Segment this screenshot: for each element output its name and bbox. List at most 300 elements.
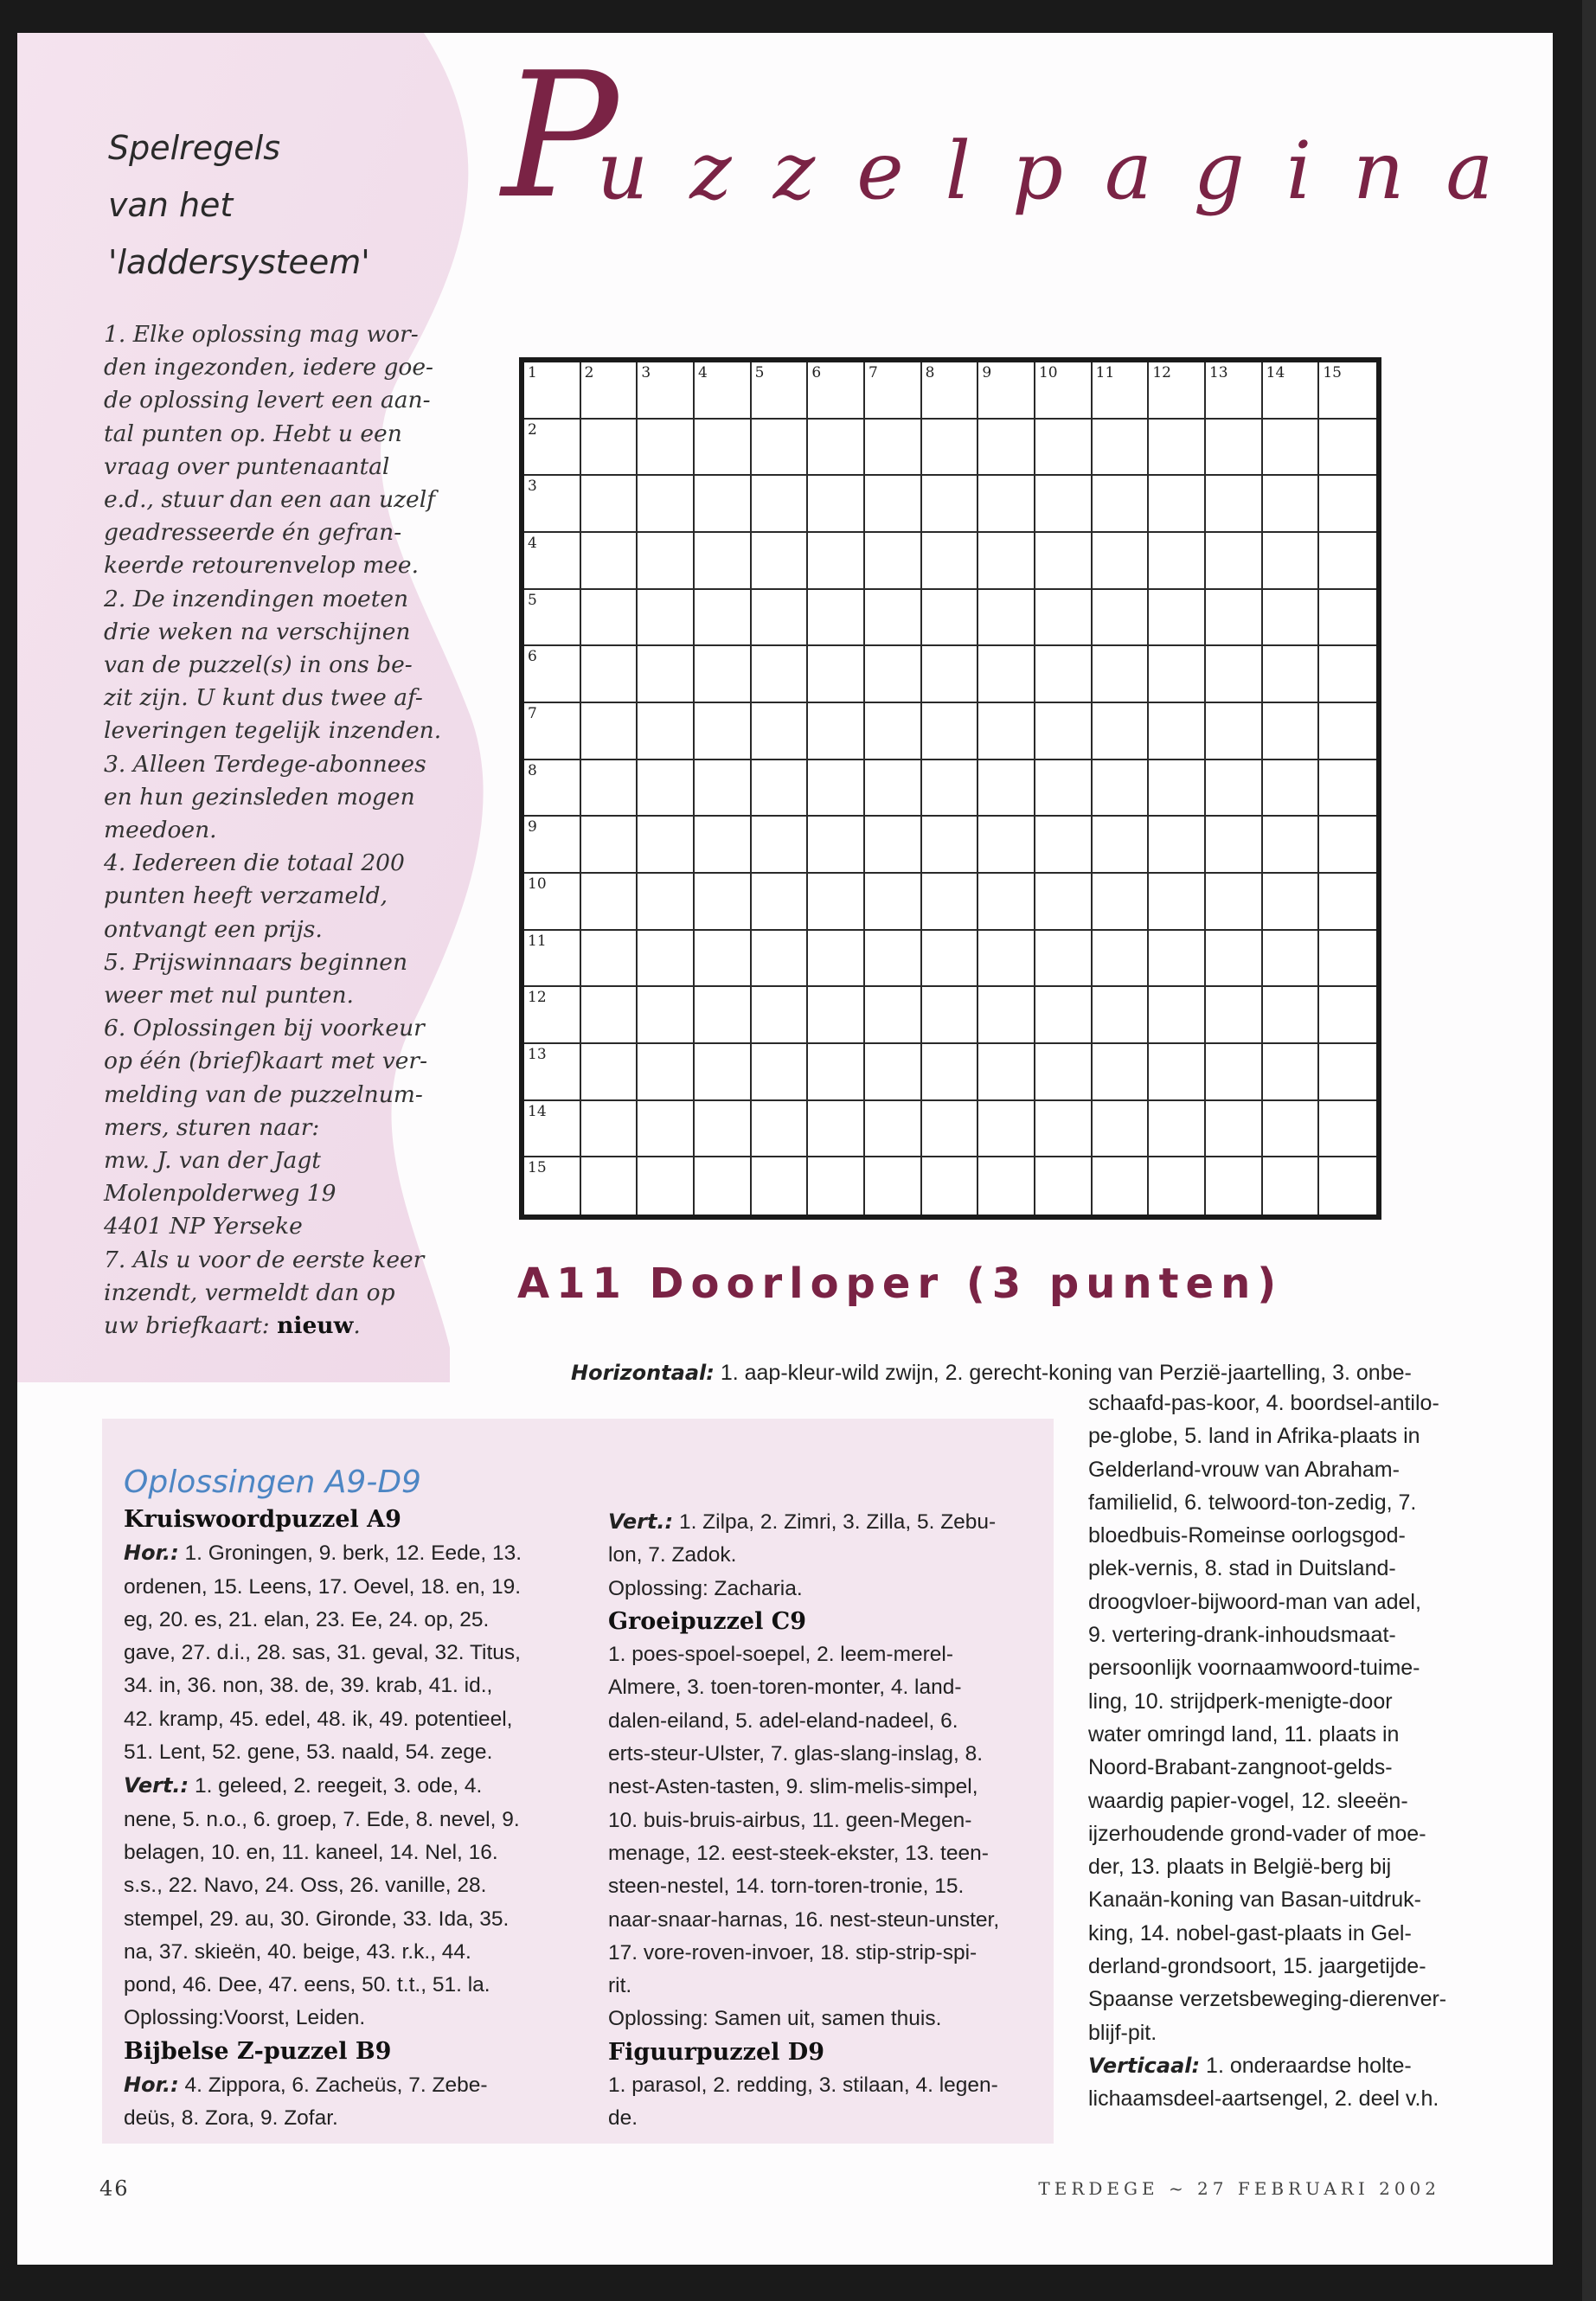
grid-cell[interactable] xyxy=(1319,646,1376,703)
vert-label: Vert.: xyxy=(608,1509,674,1534)
grid-cell[interactable] xyxy=(978,420,1035,477)
rules-line: mw. J. van der Jagt xyxy=(104,1147,321,1175)
grid-cell[interactable] xyxy=(922,533,979,590)
grid-cell[interactable] xyxy=(978,817,1035,874)
clue-line: Gelderland-vrouw van Abraham- xyxy=(1088,1457,1400,1482)
grid-cell[interactable] xyxy=(922,760,979,817)
grid-cell[interactable] xyxy=(922,931,979,988)
grid-number: 3 xyxy=(641,364,651,381)
grid-cell[interactable] xyxy=(1206,703,1263,760)
rules-line: 3. Alleen Terdege-abonnees xyxy=(104,750,426,778)
clue-line: ling, 10. strijdperk-menigte-door xyxy=(1088,1689,1393,1714)
grid-cell[interactable] xyxy=(1093,817,1150,874)
grid-cell[interactable] xyxy=(922,874,979,931)
grid-cell[interactable] xyxy=(1263,1157,1320,1215)
grid-cell[interactable] xyxy=(1149,931,1206,988)
grid-cell[interactable] xyxy=(1035,817,1093,874)
grid-cell[interactable] xyxy=(638,1157,695,1215)
solution-text: 1. geleed, 2. reegeit, 3. ode, 4. xyxy=(189,1774,483,1798)
grid-cell[interactable] xyxy=(695,1101,752,1158)
grid-cell[interactable] xyxy=(581,533,638,590)
grid-cell[interactable] xyxy=(1035,476,1093,533)
grid-cell[interactable] xyxy=(1206,420,1263,477)
grid-cell[interactable] xyxy=(922,703,979,760)
clue-line: pe-globe, 5. land in Afrika-plaats in xyxy=(1088,1424,1420,1449)
rules-line: 7. Als u voor de eerste keer xyxy=(104,1246,425,1273)
grid-number: 8 xyxy=(925,364,935,381)
grid-cell[interactable] xyxy=(752,987,809,1044)
grid-cell[interactable] xyxy=(524,760,581,817)
grid-cell[interactable] xyxy=(1093,362,1150,420)
grid-cell[interactable] xyxy=(865,1157,922,1215)
grid-cell[interactable] xyxy=(978,1157,1035,1215)
grid-number: 2 xyxy=(584,364,594,381)
grid-cell[interactable] xyxy=(581,420,638,477)
grid-cell[interactable] xyxy=(922,987,979,1044)
grid-cell[interactable] xyxy=(865,476,922,533)
grid-cell[interactable] xyxy=(978,533,1035,590)
grid-cell[interactable] xyxy=(524,874,581,931)
grid-cell[interactable] xyxy=(865,420,922,477)
grid-cell[interactable] xyxy=(581,476,638,533)
grid-number: 4 xyxy=(697,364,708,381)
figuur-title: Figuurpuzzel D9 xyxy=(608,2038,825,2066)
grid-number: 12 xyxy=(1152,364,1171,381)
grid-number: 11 xyxy=(1095,364,1115,381)
grid-cell[interactable] xyxy=(1093,1157,1150,1215)
page-edge xyxy=(1582,0,1596,2301)
grid-cell[interactable] xyxy=(922,590,979,647)
solution-line: nene, 5. n.o., 6. groep, 7. Ede, 8. nevel, 9. xyxy=(124,1807,520,1831)
grid-cell[interactable] xyxy=(1206,590,1263,647)
grid-cell[interactable] xyxy=(1093,476,1150,533)
grid-cell[interactable] xyxy=(1263,931,1320,988)
grid-cell[interactable] xyxy=(581,931,638,988)
grid-cell[interactable] xyxy=(978,1101,1035,1158)
grid-cell[interactable] xyxy=(695,476,752,533)
grid-cell[interactable] xyxy=(978,874,1035,931)
grid-cell[interactable] xyxy=(638,476,695,533)
grid-number: 9 xyxy=(982,364,992,381)
grid-cell[interactable] xyxy=(865,703,922,760)
grid-cell[interactable] xyxy=(695,1157,752,1215)
grid-cell[interactable] xyxy=(524,1101,581,1158)
grid-cell[interactable] xyxy=(524,703,581,760)
grid-cell[interactable] xyxy=(1263,1101,1320,1158)
hor-label: Hor.: xyxy=(124,1541,179,1566)
grid-cell[interactable] xyxy=(1263,703,1320,760)
grid-cell[interactable] xyxy=(1093,646,1150,703)
rules-line: meedoen. xyxy=(104,817,217,844)
clue-line: 9. vertering-drank-inhoudsmaat- xyxy=(1088,1623,1396,1648)
grid-cell[interactable] xyxy=(922,362,979,420)
grid-cell[interactable] xyxy=(1093,420,1150,477)
grid-cell[interactable] xyxy=(1206,476,1263,533)
grid-cell[interactable] xyxy=(808,1157,865,1215)
solution-line: na, 37. skieën, 40. beige, 43. r.k., 44. xyxy=(124,1939,471,1964)
grid-cell[interactable] xyxy=(524,817,581,874)
grid-cell[interactable] xyxy=(1149,646,1206,703)
grid-cell[interactable] xyxy=(865,760,922,817)
rules-line: 1. Elke oplossing mag wor- xyxy=(104,321,419,348)
grid-cell[interactable] xyxy=(1035,1157,1093,1215)
clue-text: 1. aap-kleur-wild zwijn, 2. gerecht-koning van Perzië-jaartelling, 3. onbe- xyxy=(714,1361,1412,1385)
grid-cell[interactable] xyxy=(1035,760,1093,817)
grid-number: 1 xyxy=(528,364,537,381)
grid-cell[interactable] xyxy=(1093,931,1150,988)
grid-cell[interactable] xyxy=(1093,703,1150,760)
grid-cell[interactable] xyxy=(1149,1044,1206,1101)
grid-cell[interactable] xyxy=(638,703,695,760)
grid-cell[interactable] xyxy=(1206,817,1263,874)
grid-cell[interactable] xyxy=(524,476,581,533)
solution-line: erts-steur-Ulster, 7. glas-slang-inslag, 8. xyxy=(608,1742,983,1766)
grid-cell[interactable] xyxy=(1035,1044,1093,1101)
grid-cell[interactable] xyxy=(978,703,1035,760)
grid-cell[interactable] xyxy=(524,1157,581,1215)
grid-cell[interactable] xyxy=(524,1044,581,1101)
grid-cell[interactable] xyxy=(752,476,809,533)
grid-cell[interactable] xyxy=(1263,476,1320,533)
grid-cell[interactable] xyxy=(808,533,865,590)
grid-cell[interactable] xyxy=(1319,760,1376,817)
grid-cell[interactable] xyxy=(638,590,695,647)
grid-cell[interactable] xyxy=(1149,987,1206,1044)
solution-line: 10. buis-bruis-airbus, 11. geen-Megen- xyxy=(608,1808,972,1832)
grid-cell[interactable] xyxy=(581,1157,638,1215)
solution-line: naar-snaar-harnas, 16. nest-steun-unster, xyxy=(608,1907,1000,1932)
horizontal-clues-first-line xyxy=(571,1356,1505,1389)
grid-cell[interactable] xyxy=(1263,590,1320,647)
rules-text xyxy=(104,318,450,1343)
rules-title-line: Spelregels xyxy=(108,129,281,167)
grid-cell[interactable] xyxy=(808,1044,865,1101)
rules-line: en hun gezinsleden mogen xyxy=(104,783,415,811)
grid-cell[interactable] xyxy=(922,817,979,874)
grid-cell[interactable] xyxy=(524,590,581,647)
grid-cell[interactable] xyxy=(865,533,922,590)
grid-cell[interactable] xyxy=(638,817,695,874)
grid-cell[interactable] xyxy=(978,646,1035,703)
grid-cell[interactable] xyxy=(695,1044,752,1101)
grid-cell[interactable] xyxy=(1093,874,1150,931)
grid-cell[interactable] xyxy=(581,1044,638,1101)
grid-cell[interactable] xyxy=(1263,874,1320,931)
grid-cell[interactable] xyxy=(581,760,638,817)
rules-last-prefix: uw briefkaart: xyxy=(104,1312,278,1340)
grid-cell[interactable] xyxy=(581,646,638,703)
grid-cell[interactable] xyxy=(1206,760,1263,817)
grid-cell[interactable] xyxy=(1093,533,1150,590)
grid-cell[interactable] xyxy=(1263,760,1320,817)
grid-cell[interactable] xyxy=(978,1044,1035,1101)
solution-line: pond, 46. Dee, 47. eens, 50. t.t., 51. la. xyxy=(124,1973,490,1997)
clue-line: ijzerhoudende grond-vader of moe- xyxy=(1088,1821,1426,1846)
grid-cell[interactable] xyxy=(695,817,752,874)
grid-cell[interactable] xyxy=(808,646,865,703)
grid-cell[interactable] xyxy=(638,874,695,931)
grid-cell[interactable] xyxy=(638,1101,695,1158)
grid-cell[interactable] xyxy=(1319,590,1376,647)
grid-cell[interactable] xyxy=(752,1101,809,1158)
clue-line: plek-vernis, 8. stad in Duitsland- xyxy=(1088,1556,1396,1581)
grid-cell[interactable] xyxy=(638,760,695,817)
grid-number: 15 xyxy=(528,1159,547,1177)
solutions-column-2 xyxy=(608,1505,1041,2136)
grid-cell[interactable] xyxy=(581,590,638,647)
grid-cell[interactable] xyxy=(752,1044,809,1101)
rules-new-keyword: nieuw xyxy=(277,1312,354,1340)
grid-cell[interactable] xyxy=(808,420,865,477)
grid-cell[interactable] xyxy=(865,817,922,874)
grid-cell[interactable] xyxy=(695,420,752,477)
grid-cell[interactable] xyxy=(922,1101,979,1158)
grid-cell[interactable] xyxy=(1035,931,1093,988)
grid-cell[interactable] xyxy=(1149,817,1206,874)
grid-cell[interactable] xyxy=(1035,987,1093,1044)
grid-cell[interactable] xyxy=(1319,476,1376,533)
rules-line: 6. Oplossingen bij voorkeur xyxy=(104,1015,425,1042)
grid-cell[interactable] xyxy=(1206,1157,1263,1215)
grid-cell[interactable] xyxy=(1035,646,1093,703)
grid-cell[interactable] xyxy=(1149,590,1206,647)
grid-cell[interactable] xyxy=(1206,931,1263,988)
grid-cell[interactable] xyxy=(1206,362,1263,420)
grid-cell[interactable] xyxy=(524,987,581,1044)
grid-cell[interactable] xyxy=(978,760,1035,817)
grid-cell[interactable] xyxy=(1206,874,1263,931)
grid-cell[interactable] xyxy=(1149,420,1206,477)
grid-cell[interactable] xyxy=(1263,817,1320,874)
grid-cell[interactable] xyxy=(1319,817,1376,874)
grid-cell[interactable] xyxy=(922,646,979,703)
grid-cell[interactable] xyxy=(1035,533,1093,590)
rules-line: 4. Iedereen die totaal 200 xyxy=(104,849,405,877)
grid-cell[interactable] xyxy=(922,420,979,477)
grid-cell[interactable] xyxy=(695,362,752,420)
grid-cell[interactable] xyxy=(808,590,865,647)
grid-cell[interactable] xyxy=(1319,533,1376,590)
grid-cell[interactable] xyxy=(1206,987,1263,1044)
grid-cell[interactable] xyxy=(695,987,752,1044)
grid-cell[interactable] xyxy=(1263,646,1320,703)
solution-line: 51. Lent, 52. gene, 53. naald, 54. zege. xyxy=(124,1740,493,1765)
grid-cell[interactable] xyxy=(1319,987,1376,1044)
grid-cell[interactable] xyxy=(581,874,638,931)
grid-cell[interactable] xyxy=(1149,533,1206,590)
grid-cell[interactable] xyxy=(1206,533,1263,590)
grid-cell[interactable] xyxy=(752,760,809,817)
grid-cell[interactable] xyxy=(1319,1101,1376,1158)
clue-line: derland-grondsoort, 15. jaargetijde- xyxy=(1088,1954,1426,1979)
grid-cell[interactable] xyxy=(695,703,752,760)
grid-cell[interactable] xyxy=(1149,874,1206,931)
grid-cell[interactable] xyxy=(978,590,1035,647)
grid-cell[interactable] xyxy=(1319,362,1376,420)
grid-cell[interactable] xyxy=(695,874,752,931)
grid-cell[interactable] xyxy=(752,590,809,647)
grid-cell[interactable] xyxy=(1206,646,1263,703)
grid-cell[interactable] xyxy=(1149,760,1206,817)
grid-cell[interactable] xyxy=(865,362,922,420)
grid-cell[interactable] xyxy=(1035,590,1093,647)
grid-cell[interactable] xyxy=(978,987,1035,1044)
grid-cell[interactable] xyxy=(581,703,638,760)
grid-cell[interactable] xyxy=(1319,1044,1376,1101)
grid-cell[interactable] xyxy=(524,646,581,703)
solutions-box xyxy=(102,1419,1054,2144)
grid-cell[interactable] xyxy=(865,590,922,647)
grid-cell[interactable] xyxy=(808,760,865,817)
horizontaal-label: Horizontaal: xyxy=(571,1361,715,1385)
grid-cell[interactable] xyxy=(752,1157,809,1215)
grid-cell[interactable] xyxy=(865,987,922,1044)
grid-cell[interactable] xyxy=(1263,420,1320,477)
grid-cell[interactable] xyxy=(524,420,581,477)
grid-cell[interactable] xyxy=(808,362,865,420)
grid-cell[interactable] xyxy=(978,931,1035,988)
grid-cell[interactable] xyxy=(1093,590,1150,647)
grid-cell[interactable] xyxy=(752,420,809,477)
grid-cell[interactable] xyxy=(1263,987,1320,1044)
rules-line: zit zijn. U kunt dus twee af- xyxy=(104,684,423,712)
solution-line: nest-Asten-tasten, 9. slim-melis-simpel, xyxy=(608,1775,978,1799)
grid-number: 7 xyxy=(528,704,537,722)
grid-cell[interactable] xyxy=(1149,362,1206,420)
grid-cell[interactable] xyxy=(695,931,752,988)
grid-cell[interactable] xyxy=(638,931,695,988)
grid-cell[interactable] xyxy=(1206,1044,1263,1101)
grid-cell[interactable] xyxy=(808,931,865,988)
solution-line: 42. kramp, 45. edel, 48. ik, 49. potentieel, xyxy=(124,1707,513,1731)
rules-line: 2. De inzendingen moeten xyxy=(104,585,409,612)
rules-line: van de puzzel(s) in ons be- xyxy=(104,651,413,679)
grid-cell[interactable] xyxy=(1093,1044,1150,1101)
grid-cell[interactable] xyxy=(865,1044,922,1101)
rules-line: tal punten op. Hebt u een xyxy=(104,420,402,447)
grid-cell[interactable] xyxy=(808,817,865,874)
grid-cell[interactable] xyxy=(1149,476,1206,533)
grid-cell[interactable] xyxy=(581,817,638,874)
grid-cell[interactable] xyxy=(638,1044,695,1101)
grid-cell[interactable] xyxy=(752,703,809,760)
grid-cell[interactable] xyxy=(752,817,809,874)
rules-line: vraag over puntenaantal xyxy=(104,452,390,480)
rules-last-line xyxy=(104,1310,450,1343)
rules-line: mers, sturen naar: xyxy=(104,1113,320,1141)
grid-cell[interactable] xyxy=(752,874,809,931)
solution-line: Oplossing: Zacharia. xyxy=(608,1576,803,1600)
grid-cell[interactable] xyxy=(1149,703,1206,760)
solution-line: 1. poes-spoel-soepel, 2. leem-merel- xyxy=(608,1643,953,1667)
grid-cell[interactable] xyxy=(1319,1157,1376,1215)
grid-cell[interactable] xyxy=(638,987,695,1044)
grid-cell[interactable] xyxy=(1035,703,1093,760)
grid-cell[interactable] xyxy=(638,533,695,590)
grid-cell[interactable] xyxy=(695,590,752,647)
grid-cell[interactable] xyxy=(1035,1101,1093,1158)
grid-cell[interactable] xyxy=(638,362,695,420)
solution-text: 4. Zippora, 6. Zacheüs, 7. Zebe- xyxy=(178,2073,488,2098)
magazine-page xyxy=(17,33,1553,2265)
grid-cell[interactable] xyxy=(865,1101,922,1158)
grid-cell[interactable] xyxy=(808,703,865,760)
grid-cell[interactable] xyxy=(524,533,581,590)
grid-cell[interactable] xyxy=(922,1044,979,1101)
grid-cell[interactable] xyxy=(1206,1101,1263,1158)
grid-cell[interactable] xyxy=(752,931,809,988)
grid-cell[interactable] xyxy=(1035,874,1093,931)
grid-cell[interactable] xyxy=(1035,420,1093,477)
grid-cell[interactable] xyxy=(638,420,695,477)
grid-number: 10 xyxy=(528,875,547,893)
grid-cell[interactable] xyxy=(581,1101,638,1158)
grid-cell[interactable] xyxy=(1093,987,1150,1044)
grid-cell[interactable] xyxy=(524,931,581,988)
grid-cell[interactable] xyxy=(1035,362,1093,420)
solution-line: rit. xyxy=(608,1974,632,1998)
grid-number: 8 xyxy=(528,761,537,779)
page-title-rest: uzzelpagina xyxy=(597,125,1535,217)
grid-cell[interactable] xyxy=(865,874,922,931)
grid-cell[interactable] xyxy=(695,646,752,703)
grid-cell[interactable] xyxy=(808,874,865,931)
grid-cell[interactable] xyxy=(1319,703,1376,760)
grid-cell[interactable] xyxy=(1149,1157,1206,1215)
grid-cell[interactable] xyxy=(638,646,695,703)
grid-cell[interactable] xyxy=(1319,874,1376,931)
grid-cell[interactable] xyxy=(808,476,865,533)
grid-cell[interactable] xyxy=(978,362,1035,420)
grid-cell[interactable] xyxy=(752,646,809,703)
grid-cell[interactable] xyxy=(1149,1101,1206,1158)
clue-line: lichaamsdeel-aartsengel, 2. deel v.h. xyxy=(1088,2086,1439,2112)
grid-cell[interactable] xyxy=(695,760,752,817)
grid-cell[interactable] xyxy=(581,987,638,1044)
clue-line: Kanaän-koning van Basan-uitdruk- xyxy=(1088,1888,1421,1913)
grid-number: 13 xyxy=(1208,364,1228,381)
grid-cell[interactable] xyxy=(865,646,922,703)
solution-line: menage, 12. eest-steek-ekster, 13. teen- xyxy=(608,1841,989,1865)
grid-cell[interactable] xyxy=(752,362,809,420)
rules-line: ontvangt een prijs. xyxy=(104,915,323,943)
grid-cell[interactable] xyxy=(1093,1101,1150,1158)
grid-cell[interactable] xyxy=(1263,1044,1320,1101)
grid-cell[interactable] xyxy=(922,476,979,533)
grid-cell[interactable] xyxy=(1093,760,1150,817)
grid-cell[interactable] xyxy=(581,362,638,420)
vert-label: Vert.: xyxy=(124,1773,189,1798)
solution-line: steen-nestel, 14. torn-toren-tronie, 15. xyxy=(608,1875,965,1899)
grid-cell[interactable] xyxy=(695,533,752,590)
grid-cell[interactable] xyxy=(752,533,809,590)
grid-number: 5 xyxy=(528,591,537,609)
grid-cell[interactable] xyxy=(978,476,1035,533)
grid-cell[interactable] xyxy=(1319,931,1376,988)
grid-cell[interactable] xyxy=(1319,420,1376,477)
clue-line: blijf-pit. xyxy=(1088,2020,1157,2045)
grid-cell[interactable] xyxy=(922,1157,979,1215)
grid-cell[interactable] xyxy=(1263,362,1320,420)
grid-cell[interactable] xyxy=(808,987,865,1044)
grid-cell[interactable] xyxy=(865,931,922,988)
grid-cell[interactable] xyxy=(1263,533,1320,590)
crossword-grid xyxy=(519,357,1381,1220)
grid-cell[interactable] xyxy=(808,1101,865,1158)
grid-number: 3 xyxy=(528,478,537,496)
grid-cell[interactable] xyxy=(524,362,581,420)
clue-line: bloedbuis-Romeinse oorlogsgod- xyxy=(1088,1523,1406,1548)
